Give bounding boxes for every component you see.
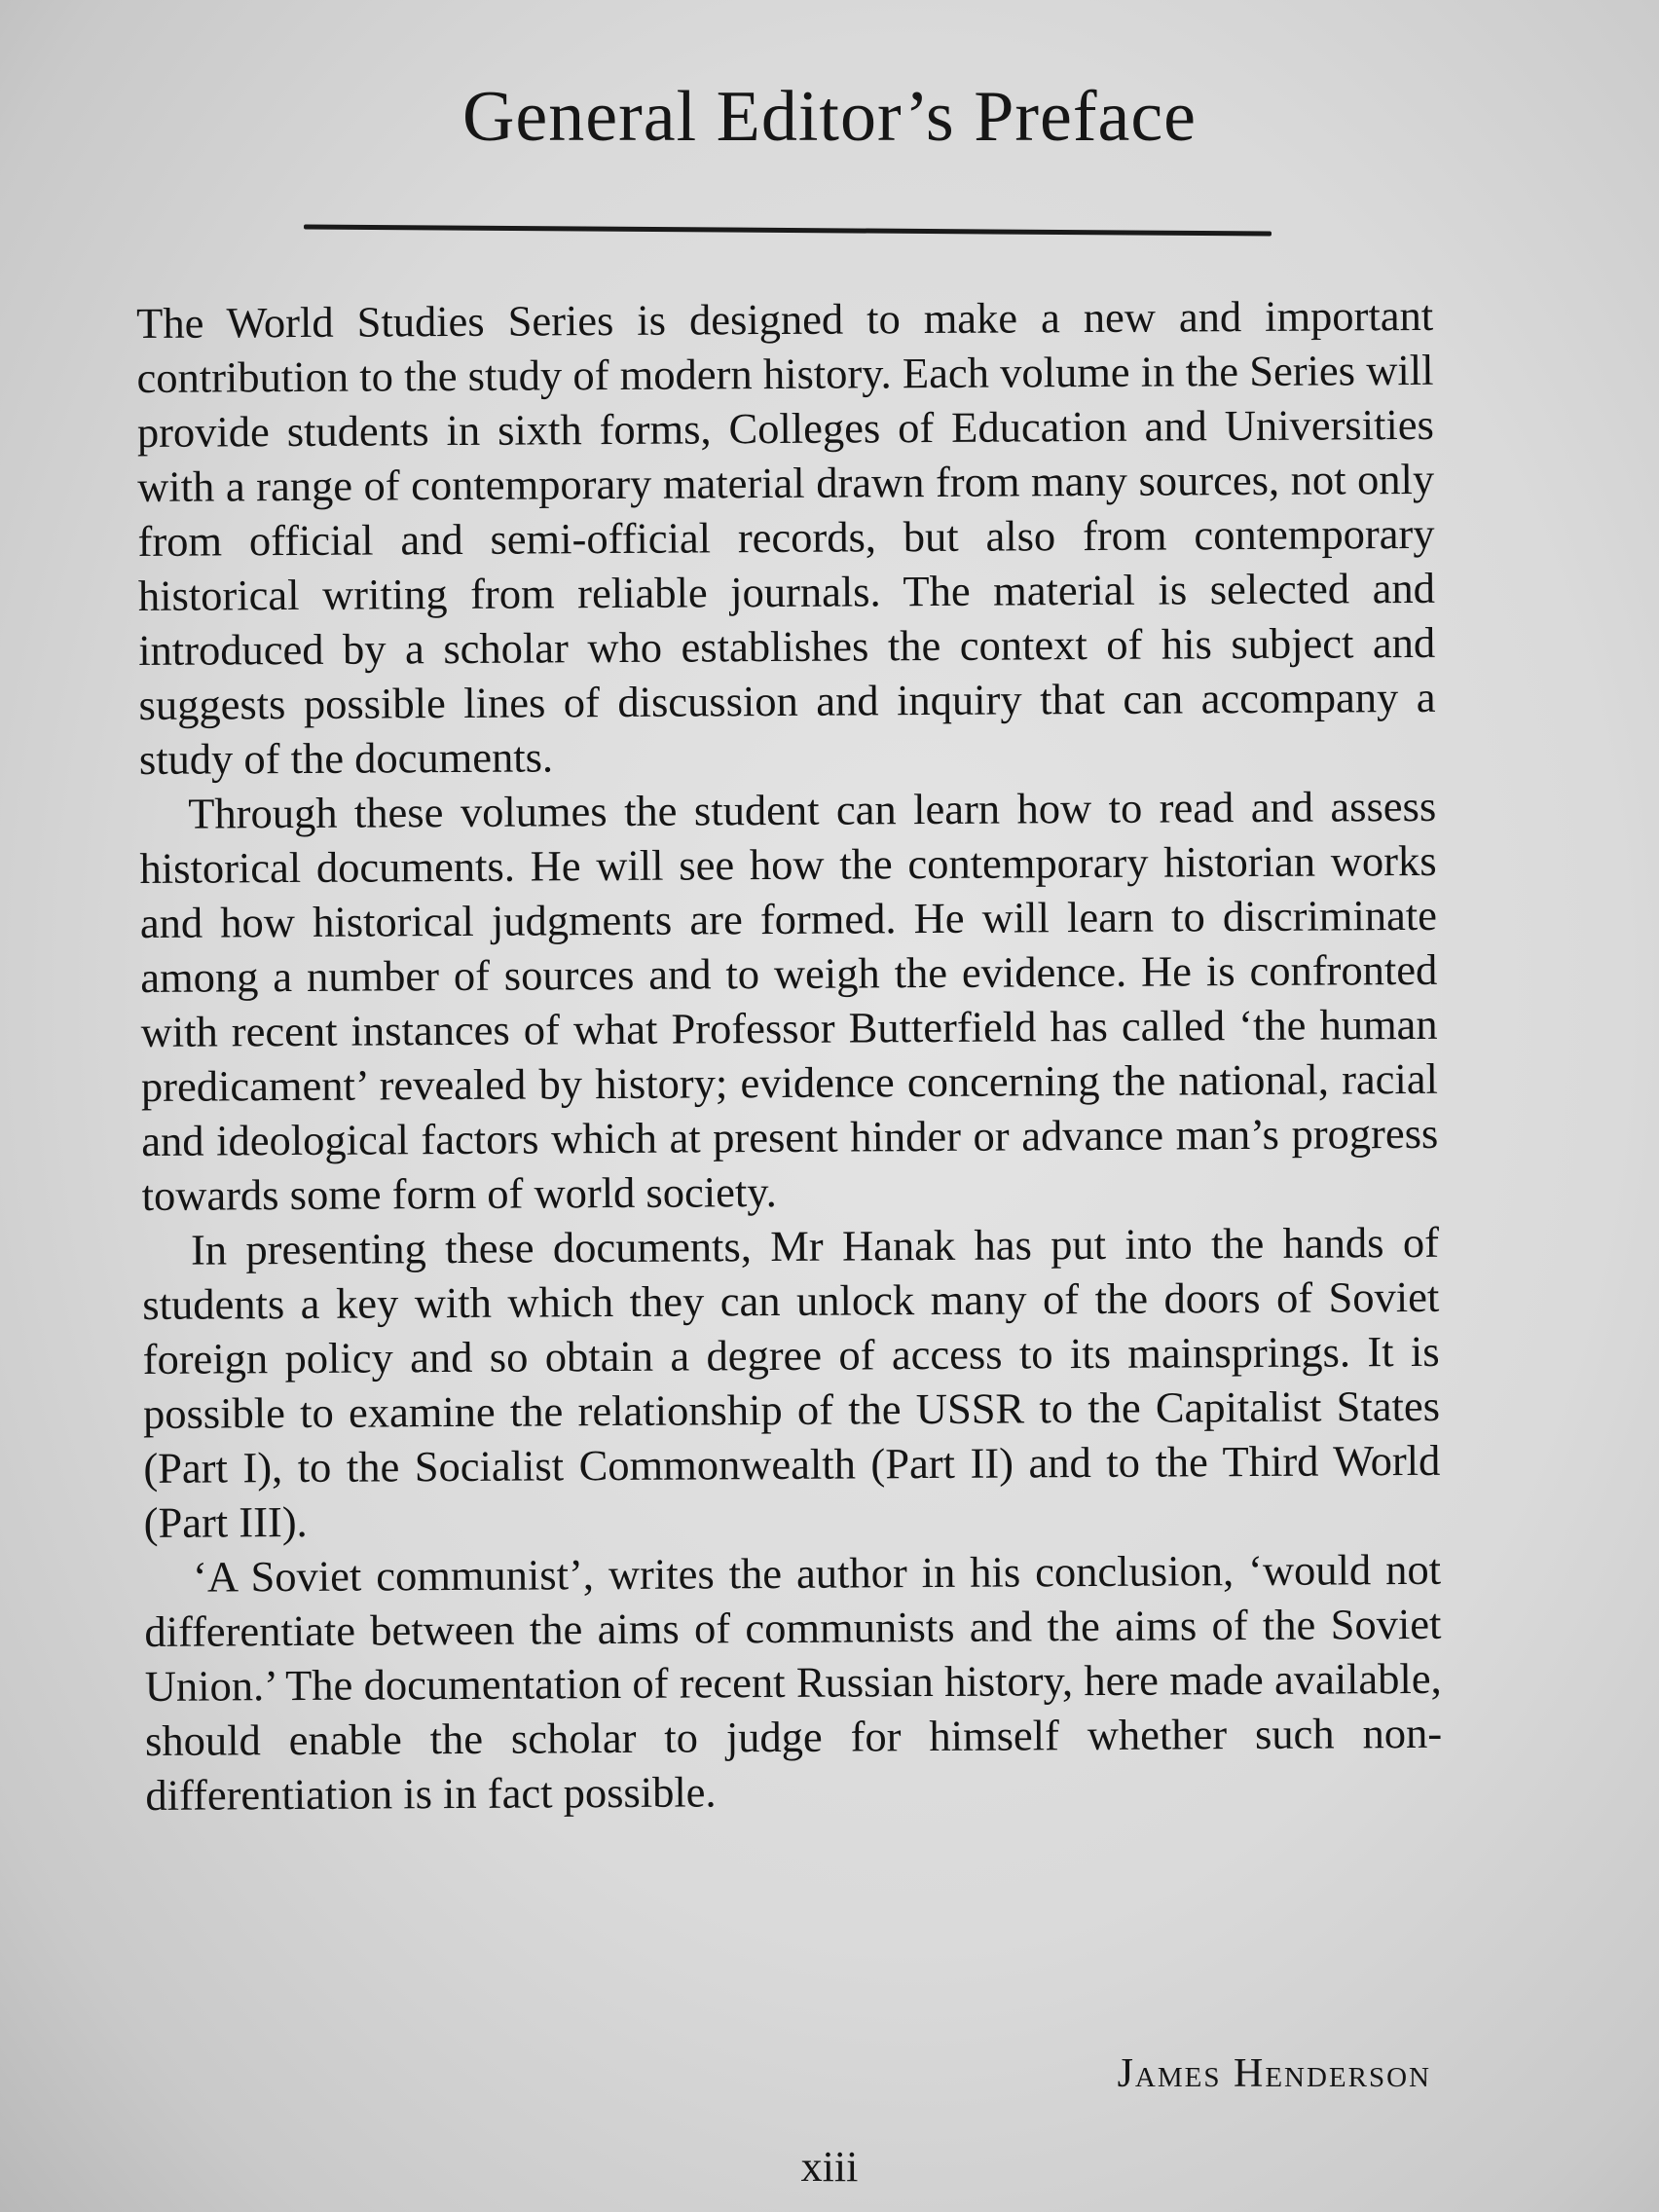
- paragraph-3: In presenting these documents, Mr Hanak has put into the hands of students a key with which they can unlock many of the doors of Soviet foreign policy and so obtain a degree of access to its mainsprings. It is possible to examine the relationship of the USSR to the Capitalist States (Part I), to the Socialist Commonwealth (Part II) and to the Third World (Part III).: [142, 1217, 1441, 1547]
- preface-body: [136, 288, 1443, 1823]
- title-rule-divider: [304, 225, 1272, 237]
- page-number: xiii: [800, 2143, 859, 2191]
- author-signature: James Henderson: [1117, 2051, 1431, 2096]
- paragraph-2: Through these volumes the student can learn how to read and assess historical documents. He will see how the contemporary historian works and how historical judgments are formed. He will learn to discriminate among a number of sources and to weigh the evidence. He is confronted with recent instances of what Professor Butterfield has called ‘the human predicament’ revealed by history; evidence concerning the national, racial and ideological factors which at present hinder or advance man’s progress towards some form of world society.: [139, 781, 1439, 1220]
- page-title: General Editor’s Preface: [461, 77, 1198, 157]
- paragraph-1: The World Studies Series is designed to make a new and important contribution to the study of modern history. Each volume in the Series will provide students in sixth forms, Colleges of Education and Universities with a range of contemporary material drawn from many sources, not only from official and semi-official records, but also from contemporary historical writing from reliable journals. The material is selected and introduced by a scholar who establishes the context of his subject and suggests possible lines of discussion and inquiry that can accompany a study of the documents.: [136, 290, 1436, 784]
- paragraph-4: ‘A Soviet communist’, writes the author in his conclusion, ‘would not differentiate between the aims of communists and the aims of the Soviet Union.’ The documentation of recent Russian history, here made available, should enable the scholar to judge for himself whether such non-differentiation is in fact possible.: [144, 1544, 1443, 1820]
